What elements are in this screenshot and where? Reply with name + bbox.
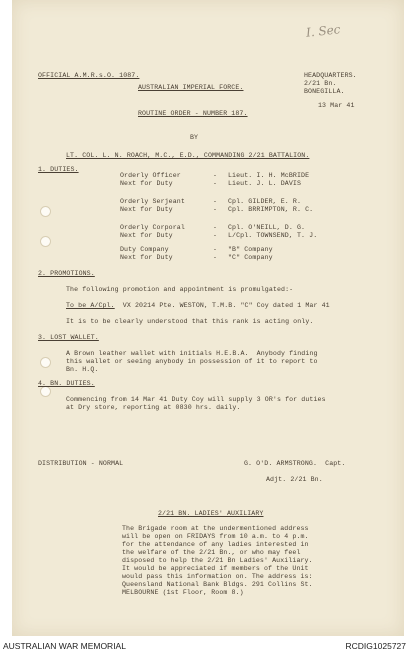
punch-hole (40, 236, 51, 247)
lost-wallet-heading: 3. LOST WALLET. (38, 334, 99, 341)
duty-sep: - (213, 180, 218, 187)
duty-sep: - (213, 206, 218, 213)
distribution-line: DISTRIBUTION - NORMAL (38, 460, 124, 467)
order-reference: OFFICIAL A.M.R.s.O. 1087. (38, 72, 140, 79)
auxiliary-line: MELBOURNE (1st Floor, Room 8.) (122, 589, 244, 596)
lost-wallet-line: Bn. H.Q. (66, 366, 99, 373)
duty-role: Orderly Serjeant (120, 198, 185, 205)
pencil-annotation: I. Sec (305, 22, 342, 40)
auxiliary-line: for the attendance of any ladies interested in (122, 541, 309, 548)
promotion-entry (66, 302, 330, 310)
duty-role: Next for Duty (120, 232, 173, 239)
duty-name: L/Cpl. TOWNSEND, T. J. (228, 232, 318, 239)
promotions-heading: 2. PROMOTIONS. (38, 270, 95, 277)
auxiliary-line: disposed to help the 2/21 Bn Ladies' Auxiliary. (122, 557, 313, 564)
lost-wallet-line: A Brown leather wallet with initials H.E.B.A. Anybody finding (66, 350, 318, 357)
signatory-name: G. O'D. ARMSTRONG. Capt. (244, 460, 346, 467)
duty-name: Cpl. O'NEILL, D. G. (228, 224, 306, 231)
routine-order-title: ROUTINE ORDER - NUMBER 187. (138, 110, 248, 117)
duty-role: Orderly Corporal (120, 224, 185, 231)
hq-line-3: BONEGILLA. (304, 88, 345, 95)
duties-heading: 1. DUTIES. (38, 166, 79, 173)
by-label: BY (190, 134, 199, 141)
hq-line-2: 2/21 Bn. (304, 80, 337, 87)
commander-line: LT. COL. L. N. ROACH, M.C., E.D., COMMANDING 2/21 BATTALION. (66, 152, 310, 159)
promotions-intro: The following promotion and appointment is promulgated:- (66, 286, 294, 293)
duty-sep: - (213, 172, 218, 179)
auxiliary-line: The Brigade room at the undermentioned address (122, 525, 309, 532)
duty-role: Duty Company (120, 246, 169, 253)
duty-role: Orderly Officer (120, 172, 181, 179)
order-date: 13 Mar 41 (318, 102, 355, 109)
duty-name: Cpl. GILDER, E. R. (228, 198, 302, 205)
duty-sep: - (213, 254, 218, 261)
archive-footer (0, 638, 410, 654)
duty-role: Next for Duty (120, 206, 173, 213)
promotions-note: It is to be clearly understood that this rank is acting only. (66, 318, 314, 325)
duty-name: Cpl. BRRIMPTON, R. C. (228, 206, 314, 213)
duty-name: Lieut. J. L. DAVIS (228, 180, 302, 187)
auxiliary-line: the welfare of the 2/21 Bn., or who may feel (122, 549, 301, 556)
organisation-title: AUSTRALIAN IMPERIAL FORCE. (138, 84, 244, 91)
hq-line-1: HEADQUARTERS. (304, 72, 357, 79)
bn-duties-line: at Dry store, reporting at 0830 hrs. daily. (66, 404, 241, 411)
duty-name: Lieut. I. H. McBRIDE (228, 172, 310, 179)
lost-wallet-line: this wallet or seeing anybody in possession of it to report to (66, 358, 318, 365)
bn-duties-heading: 4. BN. DUTIES. (38, 380, 95, 387)
duty-sep: - (213, 224, 218, 231)
duty-sep: - (213, 246, 218, 253)
auxiliary-line: would pass this information on. The address is: (122, 573, 313, 580)
duty-name: "B" Company (228, 246, 273, 253)
archive-id: RCDIG1025727 (345, 641, 406, 651)
punch-hole (40, 206, 51, 217)
punch-hole (40, 357, 51, 368)
auxiliary-line: It would be appreciated if members of the Unit (122, 565, 309, 572)
archive-name: AUSTRALIAN WAR MEMORIAL (3, 641, 126, 651)
duty-sep: - (213, 232, 218, 239)
bn-duties-line: Commencing from 14 Mar 41 Duty Coy will supply 3 OR's for duties (66, 396, 326, 403)
duty-sep: - (213, 198, 218, 205)
promotion-detail: VX 20214 Pte. WESTON, T.M.B. "C" Coy dated 1 Mar 41 (114, 302, 330, 309)
promotion-rank: To be A/Cpl. (66, 302, 115, 309)
signatory-title: Adjt. 2/21 Bn. (266, 476, 323, 483)
auxiliary-line: will be open on FRIDAYS from 10 a.m. to 4 p.m. (122, 533, 309, 540)
auxiliary-heading: 2/21 BN. LADIES' AUXILIARY (158, 510, 264, 517)
duty-role: Next for Duty (120, 180, 173, 187)
auxiliary-line: Queensland National Bank Bldgs. 291 Collins St. (122, 581, 313, 588)
duty-name: "C" Company (228, 254, 273, 261)
duty-role: Next for Duty (120, 254, 173, 261)
